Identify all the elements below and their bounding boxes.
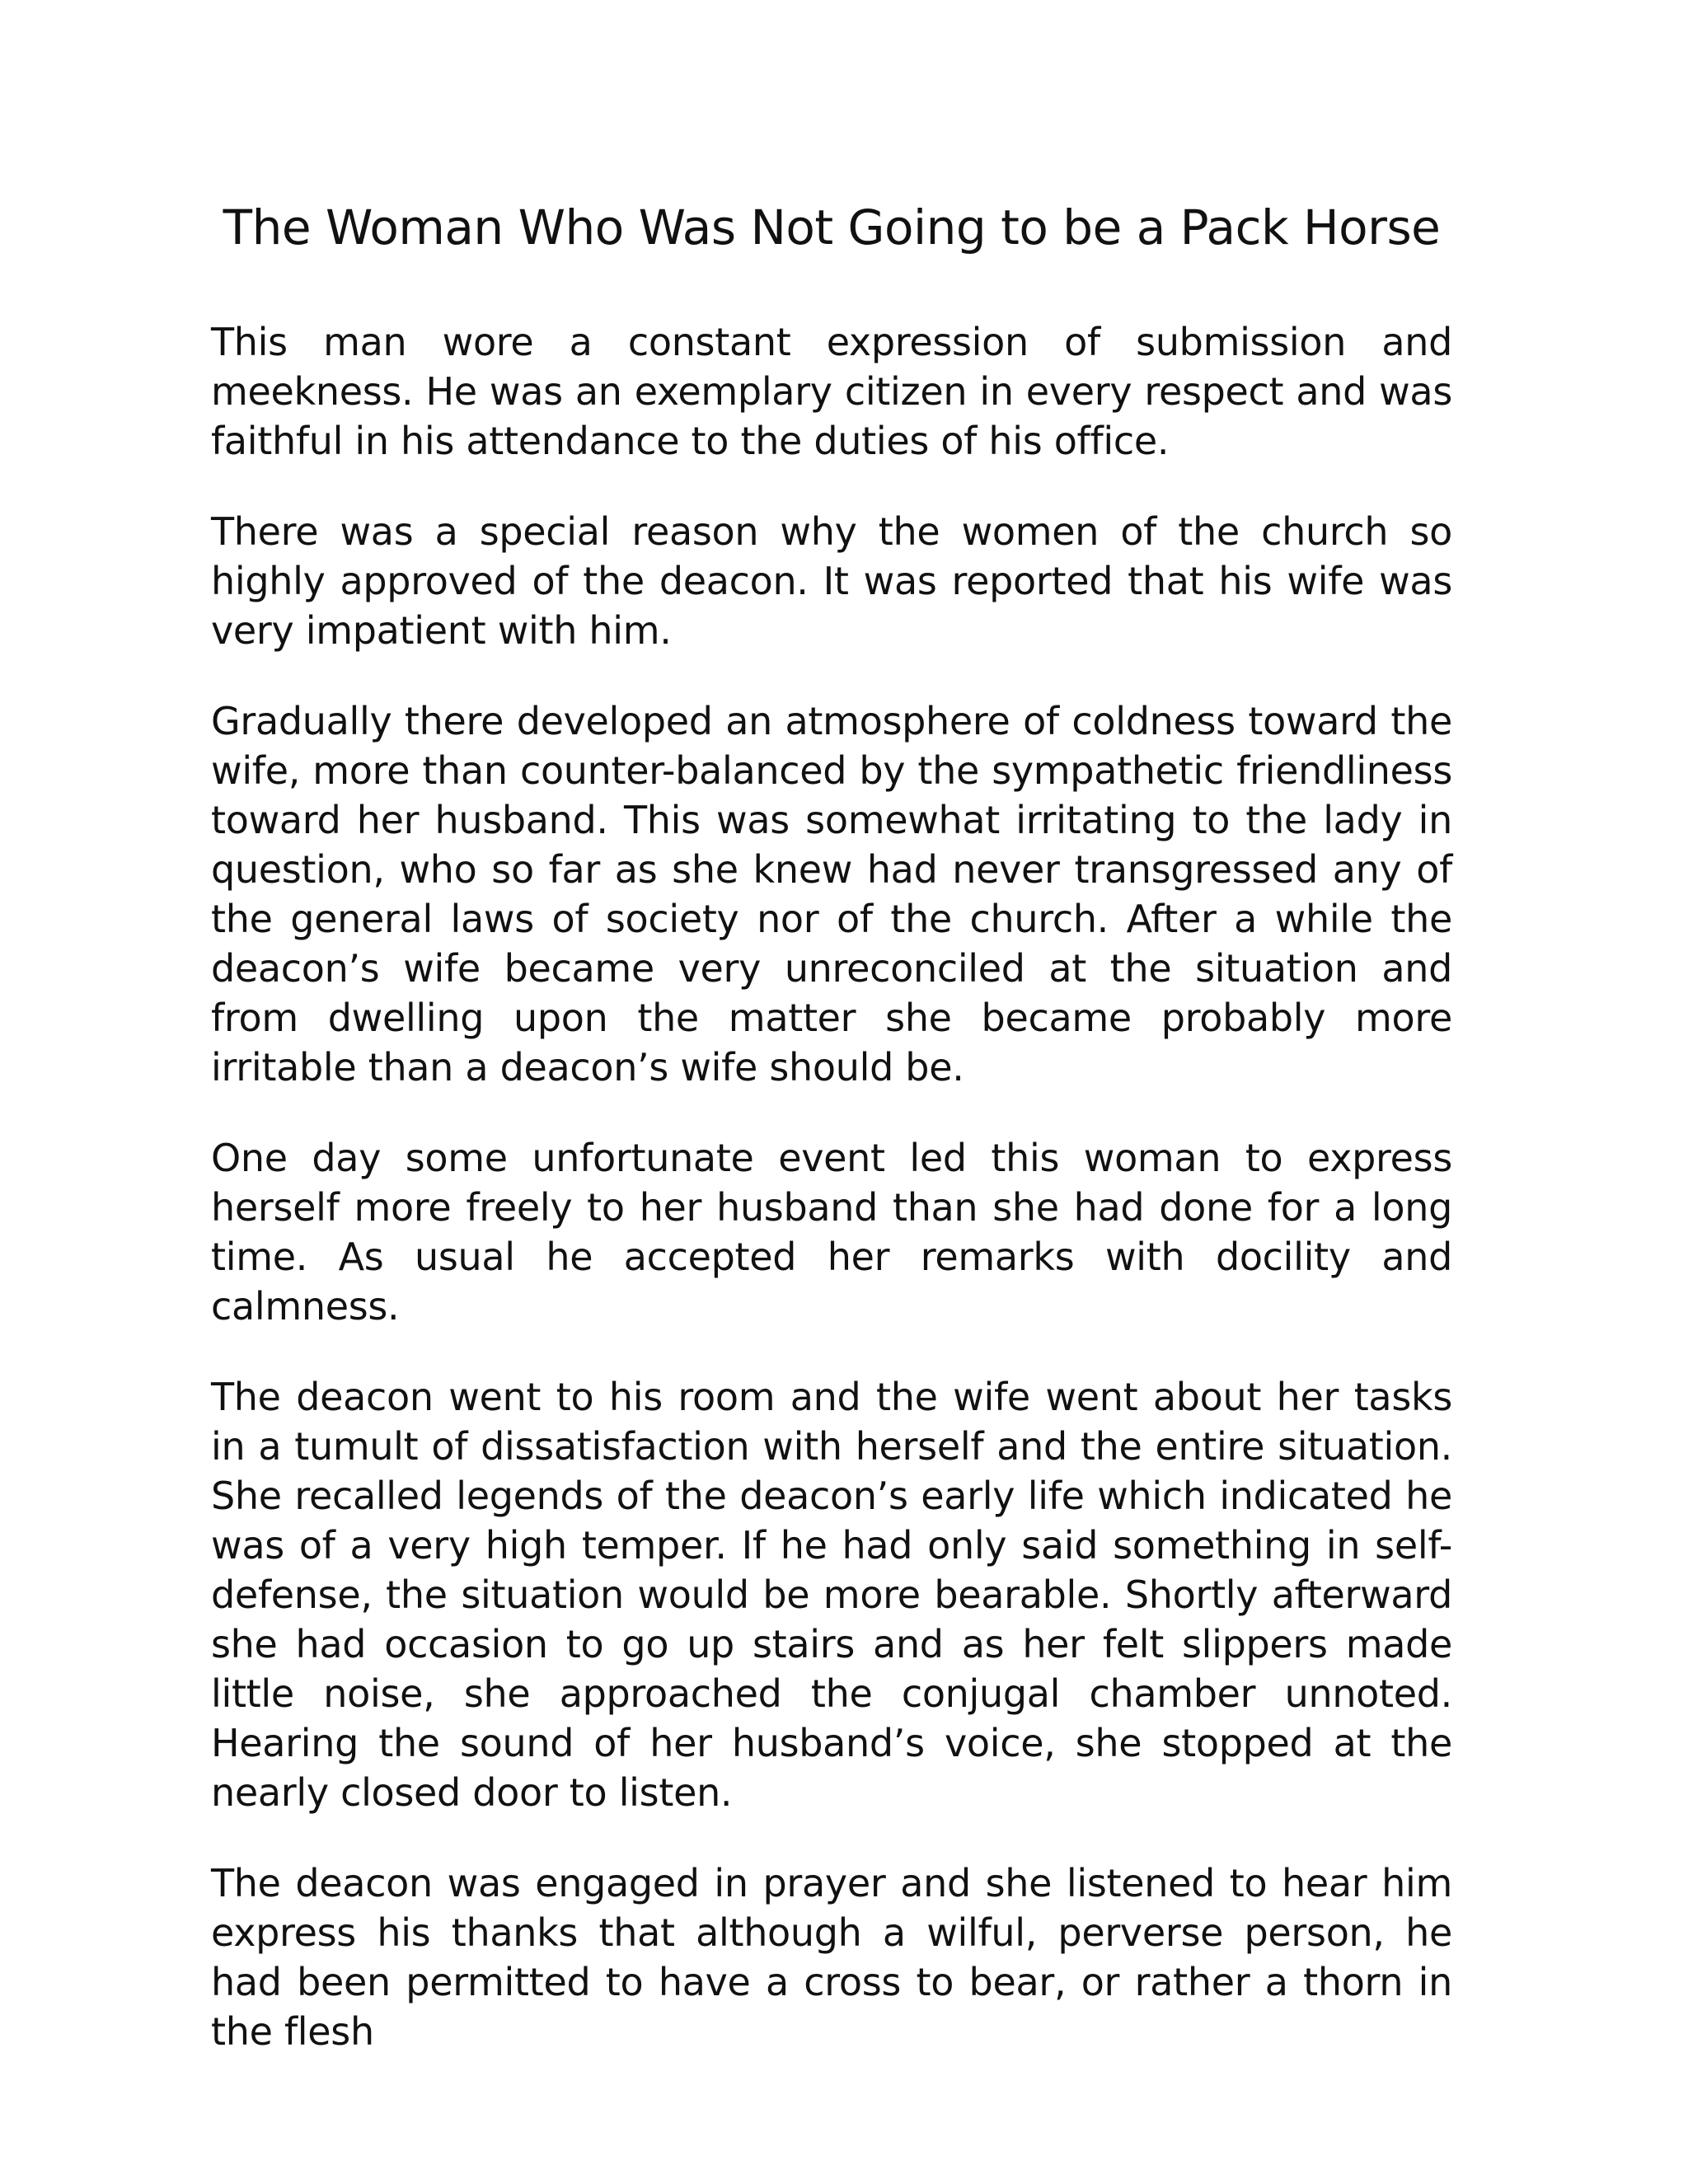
paragraph: One day some unfortunate event led this woman to express herself more freely to her husband than she had done for a long time. As usual he accepted her remarks with docility and calmness. xyxy=(211,1136,1452,1329)
paragraph: The deacon was engaged in prayer and she listened to hear him express his thanks that although a wilful, perverse person, he had been permitted to have a cross to bear, or rather a thorn in the flesh xyxy=(211,1861,1452,2054)
paragraph: Gradually there developed an atmosphere of coldness toward the wife, more than counter-balanced by the sympathetic friendliness toward her husband. This was somewhat irritating to the lady in question, who so far as she knew had never transgressed any of the general laws of society nor of the church. After a while the deacon’s wife became very unreconciled at the situation and from dwelling upon the matter she became probably more irritable than a deacon’s wife should be. xyxy=(211,699,1452,1090)
paragraph: There was a special reason why the women of the church so highly approved of the deacon. It was reported that his wife was very impatient with him. xyxy=(211,509,1452,653)
paragraph: The deacon went to his room and the wife went about her tasks in a tumult of dissatisfaction with herself and the entire situation. She recalled legends of the deacon’s early life which indicated he was of a very high temper. If he had only said something in self-defense, the situation would be more bearable. Shortly afterward she had occasion to go up stairs and as her felt slippers made little noise, she approached the conjugal chamber unnoted. Hearing the sound of her husband’s voice, she stopped at the nearly closed door to listen. xyxy=(211,1375,1452,1815)
page-title: The Woman Who Was Not Going to be a Pack Horse xyxy=(223,199,1441,255)
paragraph: This man wore a constant expression of submission and meekness. He was an exemplary citizen in every respect and was faithful in his attendance to the duties of his office. xyxy=(211,320,1452,463)
document-body xyxy=(211,317,1452,2097)
